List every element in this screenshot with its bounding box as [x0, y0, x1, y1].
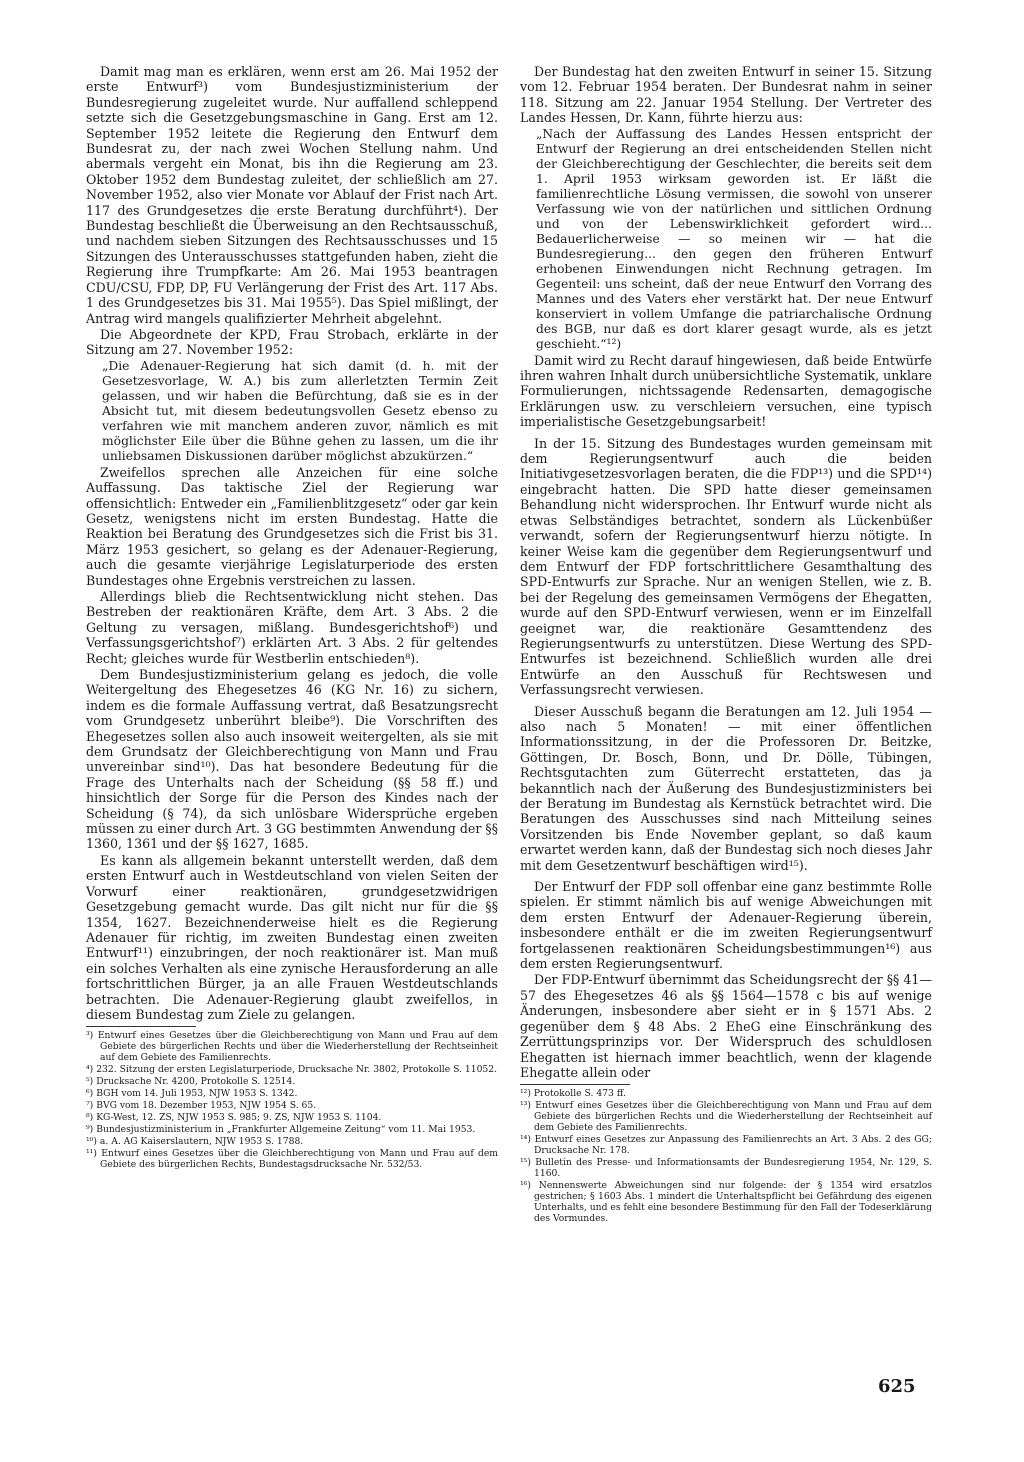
footnote: ¹⁶) Nennenswerte Abweichungen sind nur folgende: der § 1354 wird ersatzlos gestrichen; § 1603 Abs. 1 mindert die Unterhaltspflicht bei Gefährdung des eigenen Unterhalts, und es fehlt eine besondere Bestimmung für den Fall der Todeserklärung des Vormundes.	[520, 1180, 932, 1225]
paragraph: Damit wird zu Recht darauf hingewiesen, daß beide Entwürfe ihren wahren Inhalt durch unübersichtliche Systematik, unklare Formulierungen, nichtssagende Redensarten, demagogische Erklärungen usw. zu verschleiern versuchen, eine typisch imperialistische Gesetzgebungsarbeit!	[520, 352, 932, 430]
footnote: ⁸) KG-West, 12. ZS, NJW 1953 S. 985; 9. ZS, NJW 1953 S. 1104.	[86, 1112, 382, 1124]
right-body-text	[520, 64, 932, 1080]
footnote: ¹⁵) Bulletin des Presse- und Informationsamts der Bundesregierung 1954, Nr. 129, S. 1160.	[520, 1157, 932, 1180]
footnote: ¹⁰) a. A. AG Kaiserslautern, NJW 1953 S. 1788.	[86, 1136, 304, 1148]
paragraph: Es kann als allgemein bekannt unterstellt werden, daß dem ersten Entwurf auch in Westdeutschland von vielen Seiten der Vorwurf einer reaktionären, grundgesetzwidrigen Gesetzgebung gemacht wurde. Das gilt nicht nur für die §§ 1354, 1627. Bezeichnenderweise hielt es die Regierung Adenauer für richtig, im zweiten Bundestag einen zweiten Entwurf¹¹) einzubringen, der noch reaktionärer ist. Man muß ein solches Verhalten als eine zynische Herausforderung an alle fortschrittlichen Bürger, ja an alle Frauen Westdeutschlands betrachten. Die Adenauer-Regierung glaubt zweifellos, in diesem Bundestag zum Ziele zu gelangen.	[86, 852, 498, 1022]
left-body-text	[86, 64, 498, 1022]
footnote: ⁹) Bundesjustizministerium in „Frankfurter Allgemeine Zeitung“ vom 11. Mai 1953.	[86, 1124, 476, 1136]
footnote: ⁵) Drucksache Nr. 4200, Protokolle S. 12514.	[86, 1076, 296, 1088]
paragraph: Dieser Ausschuß begann die Beratungen am 12. Juli 1954 — also nach 5 Monaten! — mit einer öffentlichen Informationssitzung, in der die Professoren Dr. Beitzke, Göttingen, Dr. Bosch, Bonn, und Dr. Dölle, Tübingen, Rechtsgutachten zum Güterrecht erstatteten, das ja bekanntlich nach der Äußerung des Bundesjustizministers bei der Beratung im Bundestag als Kernstück betrachtet wird. Die Beratungen des Ausschusses sind nach Mitteilung seines Vorsitzenden bis Ende November geplant, so daß kaum erwartet werden kann, daß der Bundestag sich noch dieses Jahr mit dem Gesetzentwurf beschäftigen wird¹⁵).	[520, 703, 932, 873]
paragraph: In der 15. Sitzung des Bundestages wurden gemeinsam mit dem Regierungsentwurf auch die beiden Initiativgesetzesvorlagen beraten, die die FDP¹³) und die SPD¹⁴) eingebracht hatten. Die SPD hatte dieser gemeinsamen Behandlung nicht widersprochen. Ihr Entwurf wurde nicht als etwas Selbständiges betrachtet, sondern als Lückenbüßer verwandt, sofern der Regierungsentwurf hierzu nötigte. In keiner Weise kam die gegenüber dem Regierungsentwurf und dem Entwurf der FDP fortschrittlichere Gesamthaltung des SPD-Entwurfs zur Sprache. Nur an wenigen Stellen, wie z. B. bei der Regelung des gemeinsamen Vermögens der Ehegatten, wurde auf den SPD-Entwurf verwiesen, wenn er im Einzelfall geeignet war, die reaktionäre Gesamttendenz des Regierungsentwurfs zu unterstützen. Diese Wertung des SPD-Entwurfes ist bezeichnend. Schließlich wurden alle drei Entwürfe an den Ausschuß für Rechtswesen und Verfassungsrecht verwiesen.	[520, 435, 932, 698]
paragraph: Allerdings blieb die Rechtsentwicklung nicht stehen. Das Bestreben der reaktionären Kräfte, dem Art. 3 Abs. 2 die Geltung zu versagen, mißlang. Bundesgerichtshof⁶) und Verfassungsgerichtshof⁷) erklärten Art. 3 Abs. 2 für geltendes Recht; gleiches wurde für Westberlin entschieden⁸).	[86, 588, 498, 666]
paragraph: Dem Bundesjustizministerium gelang es jedoch, die volle Weitergeltung des Ehegesetzes 46 (KG Nr. 16) zu sichern, indem es die formale Auffassung vertrat, daß Besatzungsrecht vom Grundgesetz unberührt bleibe⁹). Die Vorschriften des Ehegesetzes sollen also auch insoweit weitergelten, als sie mit dem Grundsatz der Gleichberechtigung von Mann und Frau unvereinbar sind¹⁰). Das hat besondere Bedeutung für die Frage des Unterhalts nach der Scheidung (§§ 58 ff.) und hinsichtlich der Sorge für die Person des Kindes nach der Scheidung (§ 74), da sich unlösbare Widersprüche ergeben müssen zu einer durch Art. 3 GG bestimmten Anwendung der §§ 1360, 1361 und der §§ 1627, 1685.	[86, 667, 498, 852]
footnote: ¹¹) Entwurf eines Gesetzes über die Gleichberechtigung von Mann und Frau auf dem Gebiete des bürgerlichen Rechts, Bundestagsdrucksache Nr. 532/53.	[86, 1148, 498, 1171]
quote-strobach	[86, 359, 498, 464]
footnote: ⁶) BGH vom 14. Juli 1953, NJW 1953 S. 1342.	[86, 1088, 298, 1100]
footnote-divider	[520, 1084, 630, 1085]
right-footnotes	[520, 1088, 932, 1224]
paragraph: Damit mag man es erklären, wenn erst am 26. Mai 1952 der erste Entwurf³) vom Bundesjustizministerium der Bundesregierung zugeleitet wurde. Nur auffallend schleppend setzte sich die Gesetzgebungsmaschine in Gang. Erst am 12. September 1952 leitete die Regierung den Entwurf dem Bundesrat zu, der nach zwei Wochen Stellung nahm. Und abermals vergeht ein Monat, bis ihn die Regierung am 23. Oktober 1952 dem Bundestag zuleitet, der schließlich am 27. November 1952, also vier Monate vor Ablauf der Frist nach Art. 117 des Grundgesetzes die erste Beratung durchführt⁴). Der Bundestag beschließt die Überweisung an den Rechtsausschuß, und nachdem sieben Sitzungen des Rechtsausschusses und 15 Sitzungen des Unterausschusses stattgefunden haben, zieht die Regierung ihre Trumpfkarte: Am 26. Mai 1953 beantragen CDU/CSU, FDP, DP, FU Verlängerung der Frist des Art. 117 Abs. 1 des Grundgesetzes bis 31. Mai 1955⁵). Das Spiel mißlingt, der Antrag wird mangels qualifizierter Mehrheit abgelehnt.	[86, 64, 498, 326]
paragraph: Der Bundestag hat den zweiten Entwurf in seiner 15. Sitzung vom 12. Februar 1954 beraten. Der Bundesrat nahm in seiner 118. Sitzung am 22. Januar 1954 Stellung. Der Vertreter des Landes Hessen, Dr. Kann, führte hierzu aus:	[520, 64, 932, 126]
footnote: ⁷) BVG vom 18. Dezember 1953, NJW 1954 S. 65.	[86, 1100, 317, 1112]
quote-hessen	[520, 127, 932, 352]
right-column	[520, 64, 932, 1225]
footnote: ¹³) Entwurf eines Gesetzes über die Gleichberechtigung von Mann und Frau auf dem Gebiete des bürgerlichen Rechts und die Wiederherstellung der Rechtseinheit auf dem Gebiete des Familienrechts.	[520, 1100, 932, 1134]
left-footnotes	[86, 1030, 498, 1170]
quote-text: „Nach der Auffassung des Landes Hessen entspricht der Entwurf der Regierung an drei entscheidenden Stellen nicht der Gleichberechtigung der Geschlechter, die bereits seit dem 1. April 1953 wirksam geworden ist. Er läßt die familienrechtliche Lösung vermissen, die sowohl von unserer Verfassung wie von der natürlichen und sittlichen Ordnung und von der Lebenswirklichkeit gefordert wird... Bedauerlicherweise — so meinen wir — hat die Bundesregierung... den gegen den früheren Entwurf erhobenen Einwendungen nicht Rechnung getragen. Im Gegenteil: uns scheint, daß der neue Entwurf den Vorrang des Mannes und des Vaters eher verstärkt hat. Der neue Entwurf konserviert in vollem Umfange die patriarchalische Ordnung des BGB, nur daß es dort klarer gesagt wurde, als es jetzt geschieht.“¹²)	[536, 126, 932, 351]
paragraph: Zweifellos sprechen alle Anzeichen für eine solche Auffassung. Das taktische Ziel der Regierung war offensichtlich: Entweder ein „Familienblitzgesetz“ oder gar kein Gesetz, wenigstens nicht im ersten Bundestag. Hatte die Reaktion bei Beratung des Grundgesetzes sich die Frist bis 31. März 1953 gesichert, so gelang es der Adenauer-Regierung, auch die gesamte vierjährige Legislaturperiode des ersten Bundestages ohne Ergebnis verstreichen zu lassen.	[86, 464, 498, 588]
footnote: ¹²) Protokolle S. 473 ff.	[520, 1088, 626, 1100]
footnote: ¹⁴) Entwurf eines Gesetzes zur Anpassung des Familienrechts an Art. 3 Abs. 2 des GG; Drucksache Nr. 178.	[520, 1134, 932, 1157]
page-number: 625	[878, 1376, 916, 1397]
footnote: ⁴) 232. Sitzung der ersten Legislaturperiode, Drucksache Nr. 3802, Protokolle S. 11052.	[86, 1064, 498, 1076]
footnote: ³) Entwurf eines Gesetzes über die Gleichberechtigung von Mann und Frau auf dem Gebiete des bürgerlichen Rechts und über die Wiederherstellung der Rechtseinheit auf dem Gebiete des Familienrechts.	[86, 1030, 498, 1064]
paragraph: Der Entwurf der FDP soll offenbar eine ganz bestimmte Rolle spielen. Er stimmt nämlich bis auf wenige Abweichungen mit dem ersten Entwurf der Adenauer-Regierung überein, insbesondere enthält er die im zweiten Regierungsentwurf fortgelassenen reaktionären Scheidungsbestimmungen¹⁶) aus dem ersten Regierungsentwurf.	[520, 879, 932, 972]
paragraph: Die Abgeordnete der KPD, Frau Strobach, erklärte in der Sitzung am 27. November 1952:	[86, 326, 498, 358]
quote-text: „Die Adenauer-Regierung hat sich damit (d. h. mit der Gesetzesvorlage, W. A.) bis zum allerletzten Termin Zeit gelassen, und wir haben die Befürchtung, daß sie es in der Absicht tut, mit diesem bedeutungsvollen Gesetz ebenso zu verfahren wie mit manchem anderen zuvor, nämlich es mit möglichster Eile über die Bühne gehen zu lassen, um die ihr unliebsamen Diskussionen darüber möglichst abzukürzen.“	[102, 358, 498, 463]
left-column	[86, 64, 498, 1171]
paragraph: Der FDP-Entwurf übernimmt das Scheidungsrecht der §§ 41—57 des Ehegesetzes 46 als §§ 1564—1578 c bis auf wenige Änderungen, insbesondere aber sieht er in § 1571 Abs. 2 gegenüber dem § 48 Abs. 2 EheG eine Einschränkung des Zerrüttungsprinzips vor. Der Widerspruch des schuldlosen Ehegatten ist hiernach immer beachtlich, wenn der klagende Ehegatte allein oder	[520, 972, 932, 1080]
footnote-divider	[86, 1026, 196, 1027]
